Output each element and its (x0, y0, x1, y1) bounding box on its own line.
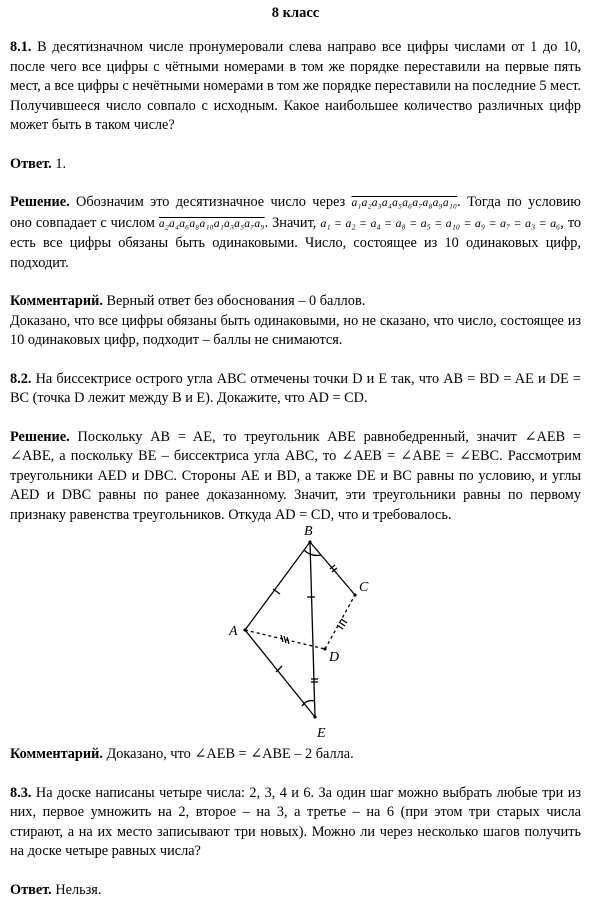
comment-8-1-extra: Доказано, что все цифры обязаны быть одинаковыми, но не сказано, что число, состоящее из 10 одинаковых цифр, подходит – баллы не снимаются. (10, 312, 581, 351)
comment-label: Комментарий. (10, 293, 103, 309)
segment-bc (310, 542, 355, 595)
point-label-b: B (304, 525, 313, 539)
solution-text-d: , то есть все цифры обязаны быть одинаковыми. Число, состоящее из 10 одинаковых цифр, подходит. (10, 215, 581, 271)
comment-label: Комментарий. (10, 746, 103, 762)
digit-equality-chain: a₁ = a₂ = a₄ = a₈ = a₅ = a₁₀ = a₉ = a₇ = a₃ = a₆ (320, 216, 560, 230)
comment-8-2 (10, 745, 581, 765)
triangle-diagram (225, 525, 385, 743)
answer-label: Ответ. (10, 156, 52, 172)
problem-8-3 (10, 784, 581, 862)
geometry-figure (10, 525, 581, 745)
answer-8-3 (10, 881, 581, 900)
number-notation-1: a₁a₂a₃a₄a₅a₆a₇a₈a₉a₁₀ (351, 197, 457, 209)
page-title: 8 класс (10, 4, 581, 24)
solution-text-b: . Тогда по условию оно совпадает с числом (10, 194, 581, 231)
number-notation-2: a₂a₄a₆a₈a₁₀a₁a₃a₅a₇a₉ (159, 218, 265, 230)
answer-label: Ответ. (10, 882, 52, 898)
solution-text: Поскольку AB = AE, то треугольник ABE равнобедренный, значит ∠AEB = ∠ABE, а поскольку BE – биссектриса угла ABC, то ∠AEB = ∠ABE = ∠EBC. Рассмотрим треугольники AED и DBC. Стороны AE и BD, а также DE и BC равны по условию, и углы AED и DBC равны по ранее доказанному. Значит, эти треугольники равны по первому признаку равенства треугольников. Откуда AD = CD, что и требовалось. (10, 429, 581, 523)
problem-8-2 (10, 370, 581, 409)
solution-8-1 (10, 193, 581, 273)
segment-ab (245, 542, 310, 630)
problem-number: 8.3. (10, 785, 31, 801)
angle-arc-e (302, 701, 314, 706)
answer-text: Нельзя. (55, 882, 101, 898)
comment-text: Доказано, что ∠AEB = ∠ABE – 2 балла. (107, 746, 354, 762)
point-label-a: A (228, 624, 238, 639)
segment-be (310, 542, 315, 717)
problem-text: В десятизначном числе пронумеровали слева направо все цифры числами от 1 до 10, после чего все цифры с чётными номерами в том же порядке переставили на первые пять мест, а все цифры с нечётными номерами в том же порядке переставили на последние 5 мест. Получившееся число совпало с исходным. Какое наибольшее количество различных цифр может быть в таком числе? (10, 39, 581, 133)
point-label-e: E (316, 726, 326, 741)
problem-text: На доске написаны четыре числа: 2, 3, 4 и 6. За один шаг можно выбрать любые три из них, первое умножить на 2, второе – на 3, а третье – на 6 (при этом три старых числа стирают, а на их место записывают три новых). Можно ли через несколько шагов получить на доске четыре равных числа? (10, 785, 581, 860)
solution-text-c: . Значит, (265, 215, 317, 231)
comment-text: Верный ответ без обоснования – 0 баллов. (107, 293, 366, 309)
answer-8-1 (10, 155, 581, 175)
answer-text: 1. (55, 156, 66, 172)
point-label-d: D (328, 650, 339, 665)
problem-number: 8.2. (10, 371, 31, 387)
point-label-c: C (359, 580, 369, 595)
comment-8-1 (10, 292, 581, 312)
problem-text: На биссектрисе острого угла ABC отмечены точки D и E так, что AB = BD = AE и DE = BC (точка D лежит между B и E). Докажите, что AD = CD. (10, 371, 581, 407)
solution-8-2 (10, 428, 581, 526)
solution-label: Решение. (10, 194, 70, 210)
solution-label: Решение. (10, 429, 70, 445)
problem-8-1 (10, 38, 581, 136)
document-page (10, 0, 581, 900)
problem-number: 8.1. (10, 39, 31, 55)
solution-text-a: Обозначим это десятизначное число через (76, 194, 345, 210)
